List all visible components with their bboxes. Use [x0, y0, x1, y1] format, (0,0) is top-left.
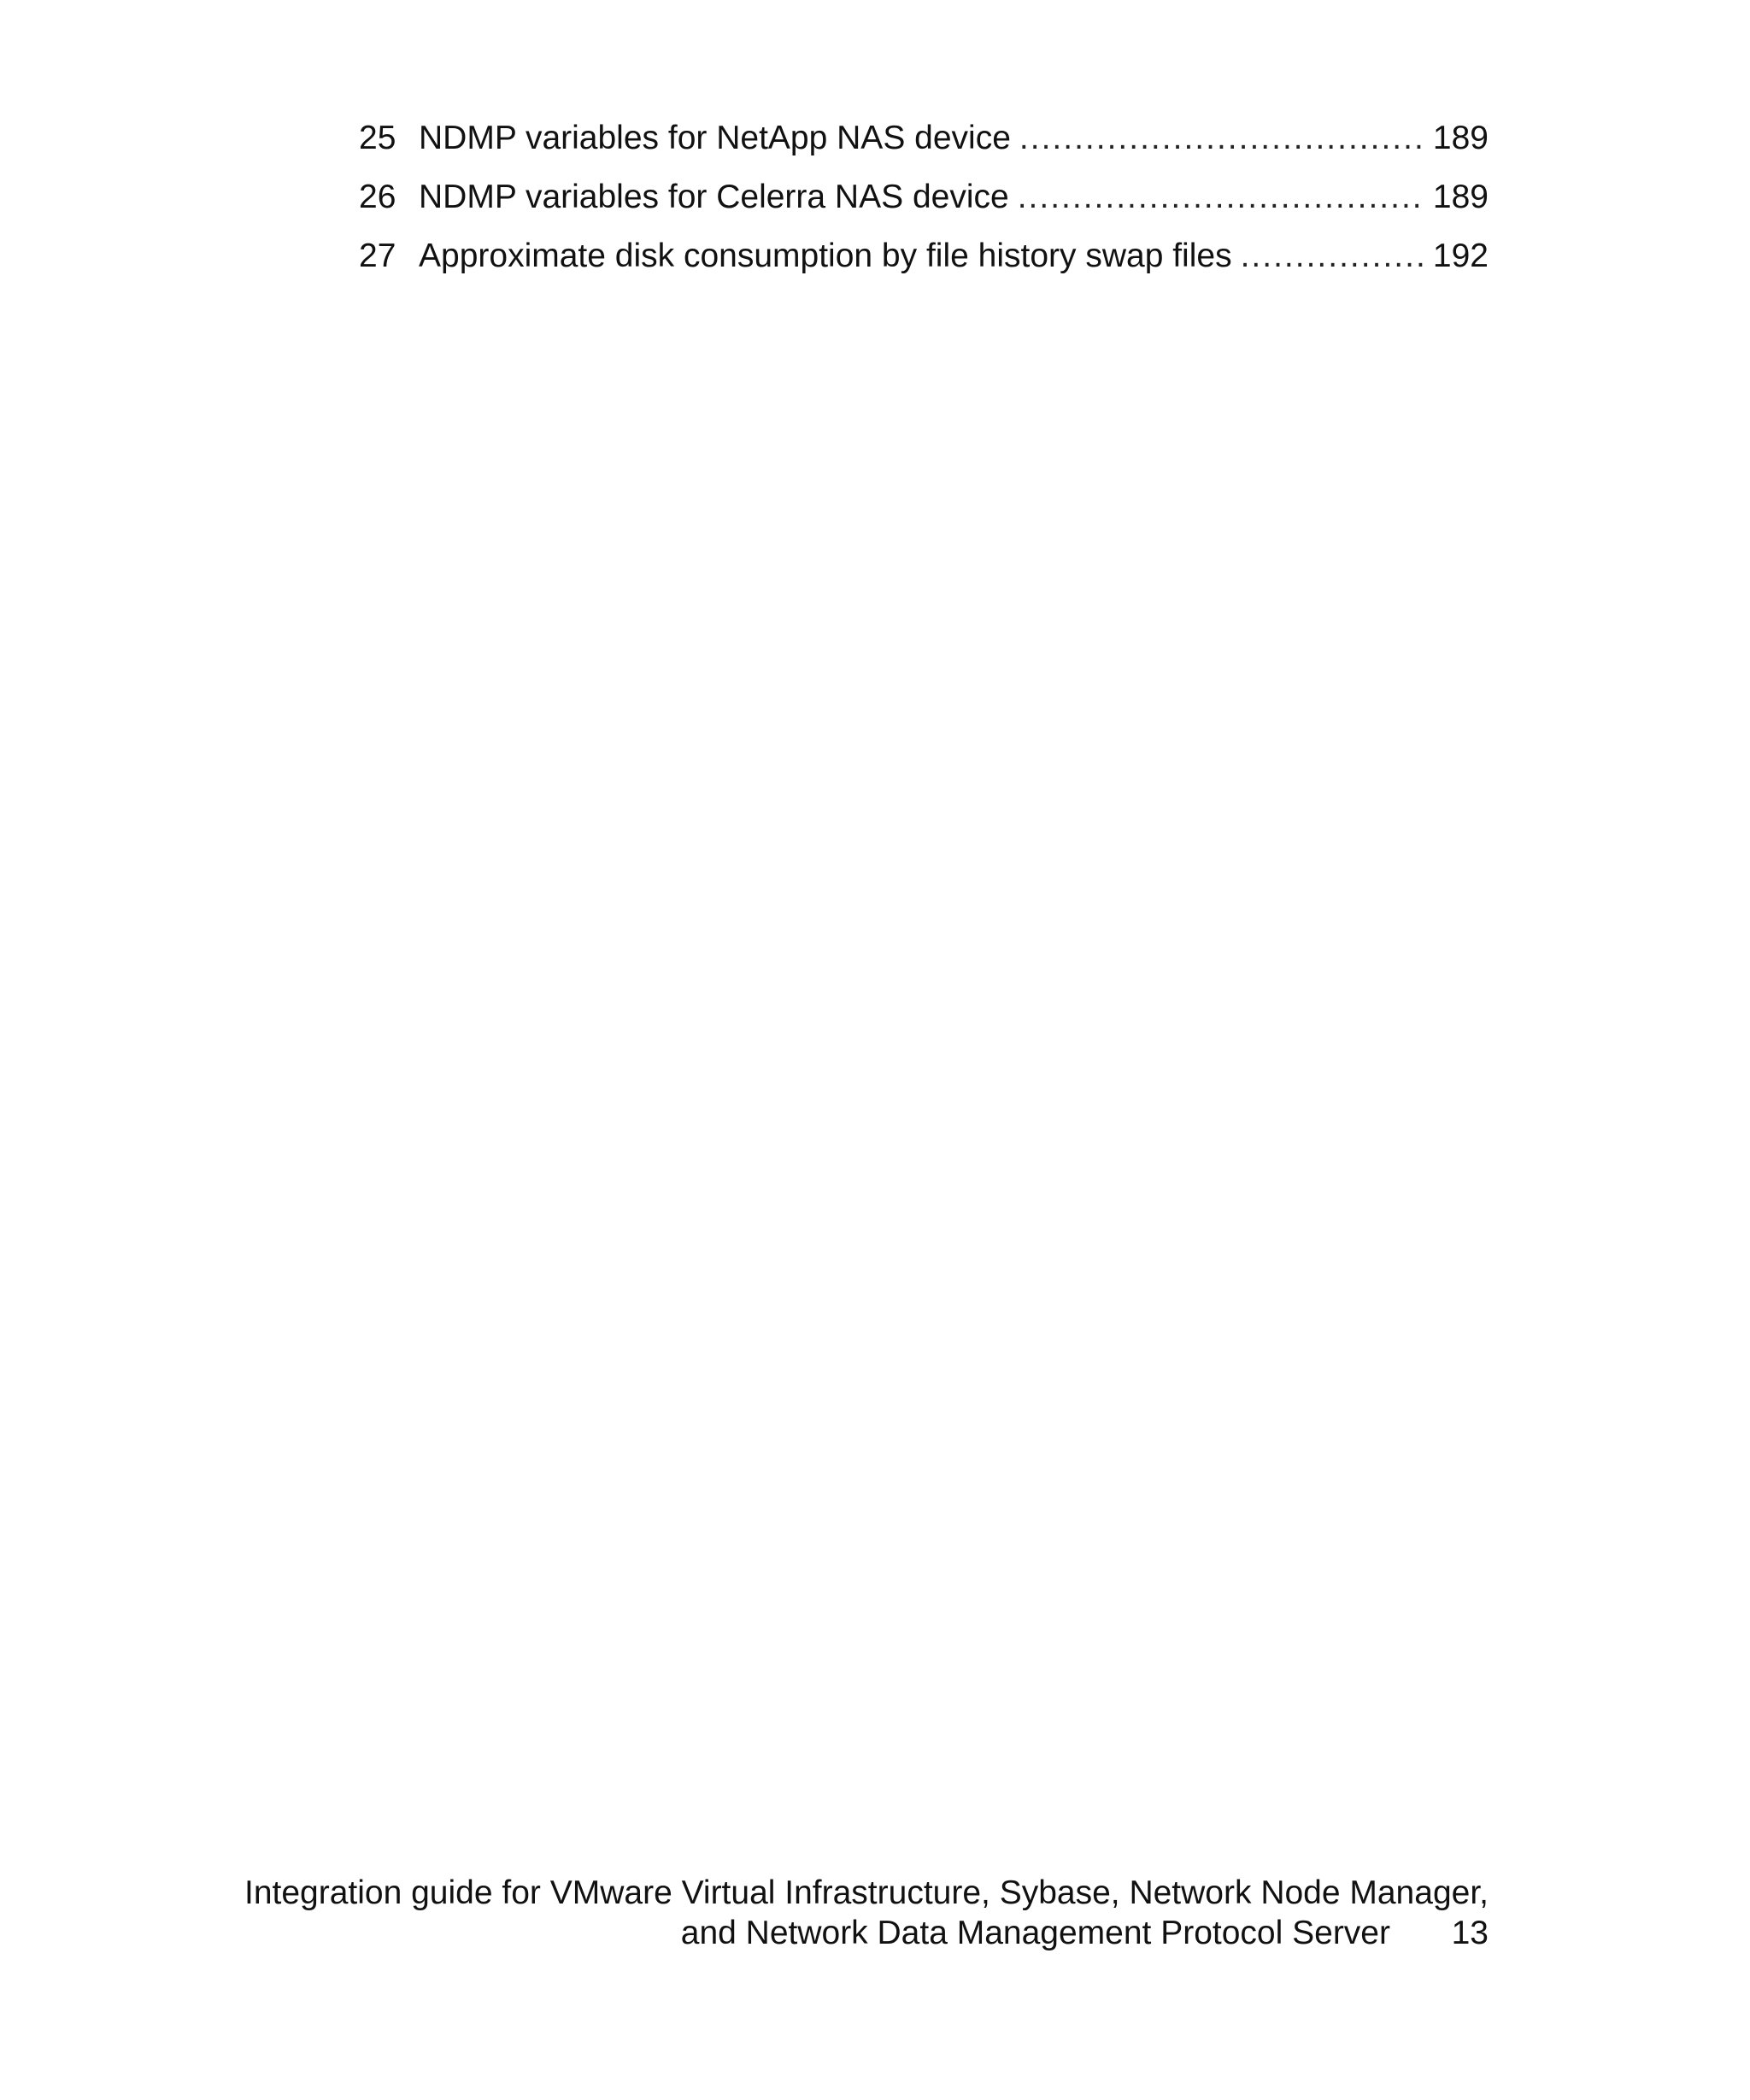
toc-entry-page: 189: [1432, 179, 1489, 215]
toc-entry[interactable]: [359, 238, 1489, 296]
toc-entry-title: NDMP variables for Celerra NAS device: [419, 179, 1009, 215]
toc-entry-page: 192: [1432, 238, 1489, 274]
footer-title-line-2-row: [244, 1913, 1489, 1953]
table-of-tables-list: [359, 120, 1489, 296]
footer-title-line-2: and Network Data Management Protocol Server: [680, 1915, 1390, 1951]
toc-entry[interactable]: [359, 120, 1489, 179]
page-number: 13: [1451, 1915, 1489, 1951]
toc-dot-leader: [1018, 179, 1423, 216]
toc-entry-number: 26: [359, 179, 396, 215]
toc-entry-page: 189: [1432, 120, 1489, 156]
page-footer: [244, 1873, 1489, 1953]
toc-entry-number: 27: [359, 238, 396, 274]
toc-dot-leader: [1019, 120, 1423, 157]
toc-entry[interactable]: [359, 179, 1489, 238]
footer-title-line-1: Integration guide for VMware Virtual Infrastructure, Sybase, Network Node Manager,: [244, 1874, 1489, 1911]
toc-dot-leader: [1241, 238, 1423, 275]
toc-entry-title: NDMP variables for NetApp NAS device: [419, 120, 1011, 156]
toc-entry-number: 25: [359, 120, 396, 156]
toc-entry-title: Approximate disk consumption by file history swap files: [419, 238, 1232, 274]
